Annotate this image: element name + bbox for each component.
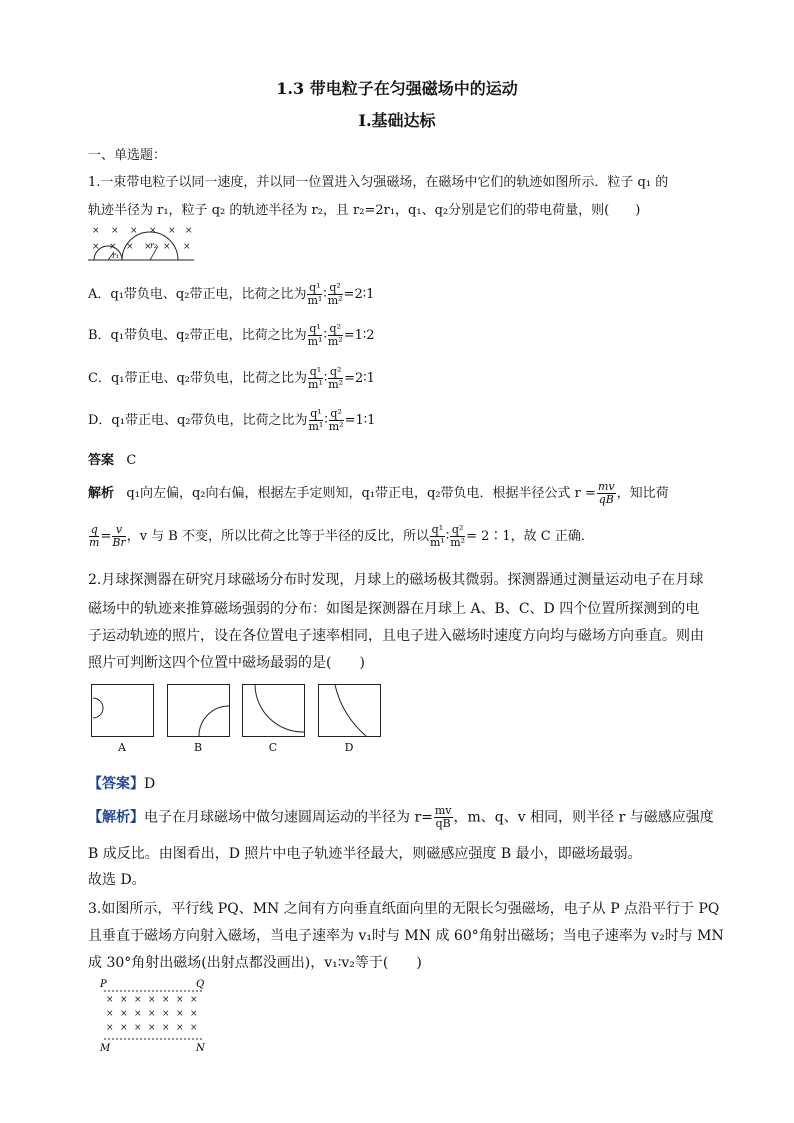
svg-text:×: ×	[162, 1009, 170, 1019]
q3-figure	[98, 978, 212, 1054]
q1-answer: 答案 C	[88, 453, 137, 468]
svg-text:×: ×	[109, 242, 117, 252]
q1-stem-line2: 轨迹半径为 r₁，粒子 q₂ 的轨迹半径为 r₂，且 r₂=2r₁，q₁、q₂分别是它们的带电荷量，则( )	[88, 203, 641, 218]
q3-label-m: M	[100, 1043, 111, 1054]
svg-text:×: ×	[176, 1023, 184, 1033]
svg-text:×: ×	[134, 1023, 142, 1033]
svg-text:×: ×	[190, 1023, 198, 1033]
q2-photo-a	[92, 685, 154, 737]
q2-figure	[91, 684, 383, 756]
q2-photo-b	[168, 685, 230, 737]
q3-stem-line2: 且垂直于磁场方向射入磁场，当电子速率为 v₁时与 MN 成 60°角射出磁场；当电子速率为 v₂时与 MN	[88, 928, 724, 944]
svg-text:×: ×	[120, 1009, 128, 1019]
svg-text:×: ×	[148, 1023, 156, 1033]
q1-figure	[88, 222, 198, 264]
q2-label-b: B	[193, 741, 203, 754]
q2-analysis-line1: 【解析】电子在月球磁场中做匀速圆周运动的半径为 r= $\frac{mv}{qB}$ ，m、q、v 相同，则半径 r 与磁感应强度	[88, 804, 714, 830]
q1-analysis-line1: 解析 q₁向左偏，q₂向右偏，根据左手定则知，q₁带正电，q₂带负电．根据半径公式 r = $\frac{mv}{qB}$ ，知比荷	[88, 480, 669, 506]
q3-label-p: P	[100, 979, 107, 990]
q1-fig-r2: r₂	[150, 241, 158, 250]
q1-stem-line1: 1.一束带电粒子以同一速度，并以同一位置进入匀强磁场，在磁场中它们的轨迹如图所示．粒子 q₁ 的	[88, 175, 669, 190]
q1-option-a[interactable]: A．q₁带负电、q₂带正电，比荷之比为 $\frac{\text{q¹}}{\text{m¹}}$ ∶ $\frac{\text{q²}}{\text{m²}}$ =2∶1	[88, 281, 375, 307]
svg-text:×: ×	[176, 995, 184, 1005]
svg-text:×: ×	[163, 242, 171, 252]
q2-track-b	[199, 706, 229, 736]
svg-text:×: ×	[111, 226, 119, 236]
svg-text:×: ×	[183, 242, 191, 252]
q2-label-d: D	[344, 741, 354, 754]
q2-analysis-line2: B 成反比。由图看出，D 照片中电子轨迹半径最大，则磁感应强度 B 最小，即磁场最弱。	[88, 846, 642, 862]
svg-text:×: ×	[176, 1009, 184, 1019]
svg-text:×: ×	[134, 1009, 142, 1019]
svg-text:×: ×	[144, 242, 152, 252]
svg-text:×: ×	[134, 995, 142, 1005]
svg-text:×: ×	[190, 995, 198, 1005]
page-title: 1.3 带电粒子在匀强磁场中的运动	[276, 79, 518, 98]
svg-text:×: ×	[149, 226, 157, 236]
q3-stem-line3: 成 30°角射出磁场(出射点都没画出)，v₁∶v₂等于( )	[88, 955, 422, 971]
svg-text:×: ×	[190, 1009, 198, 1019]
svg-text:×: ×	[106, 1023, 114, 1033]
q2-stem-line2: 磁场中的轨迹来推算磁场强弱的分布：如图是探测器在月球上 A、B、C、D 四个位置所探测到的电	[88, 601, 700, 617]
svg-text:×: ×	[168, 226, 176, 236]
q1-fig-r1: r₁	[112, 251, 120, 260]
svg-text:×: ×	[92, 226, 100, 236]
svg-text:×: ×	[106, 1009, 114, 1019]
q1-option-c[interactable]: C．q₁带正电、q₂带负电，比荷之比为 $\frac{\text{q¹}}{\text{m¹}}$ ∶ $\frac{\text{q²}}{\text{m²}}$ =2∶1	[88, 365, 375, 391]
section-heading: 一、单选题：	[88, 148, 167, 163]
q2-photo-c	[243, 685, 305, 737]
svg-text:×: ×	[120, 1023, 128, 1033]
q3-label-n: N	[196, 1043, 205, 1054]
svg-text:×: ×	[92, 242, 100, 252]
svg-text:×: ×	[148, 995, 156, 1005]
q2-analysis-line3: 故选 D。	[88, 872, 146, 888]
page-subtitle: Ⅰ.基础达标	[358, 111, 436, 130]
q1-option-b[interactable]: B．q₁带负电、q₂带正电，比荷之比为 $\frac{\text{q¹}}{\text{m¹}}$ ∶ $\frac{\text{q²}}{\text{m²}}$ =1∶2	[88, 322, 375, 348]
svg-text:×: ×	[130, 226, 138, 236]
q2-label-a: A	[118, 741, 126, 754]
q3-label-q: Q	[196, 979, 205, 990]
svg-text:×: ×	[126, 242, 134, 252]
svg-text:×: ×	[148, 1009, 156, 1019]
q2-stem-line1: 2.月球探测器在研究月球磁场分布时发现，月球上的磁场极其微弱。探测器通过测量运动电子在月球	[88, 572, 704, 588]
q2-track-c	[255, 685, 304, 732]
svg-text:×: ×	[120, 995, 128, 1005]
q2-label-c: C	[268, 741, 278, 754]
q2-stem-line3: 子运动轨迹的照片，设在各位置电子速率相同，且电子进入磁场时速度方向均与磁场方向垂直。则由	[88, 628, 704, 644]
svg-text:×: ×	[185, 226, 193, 236]
q2-answer: 【答案】D	[88, 776, 156, 792]
q1-analysis-line2: $\frac{q}{m}$ = $\frac{v}{Br}$ ，v 与 B 不变，所以比荷之比等于半径的反比，所以 $\frac{\text{q¹}}{\text{m¹}}$ ∶ $\frac{\text{q²}}{\text{m²}}$ = 2∶1，故 C 正确．	[89, 523, 594, 549]
q2-track-d	[335, 685, 366, 736]
svg-text:×: ×	[162, 995, 170, 1005]
svg-text:×: ×	[106, 995, 114, 1005]
q2-photo-d	[319, 685, 381, 737]
svg-text:×: ×	[162, 1023, 170, 1033]
q2-track-a	[93, 698, 103, 718]
q3-stem-line1: 3.如图所示，平行线 PQ、MN 之间有方向垂直纸面向里的无限长匀强磁场，电子从 P 点沿平行于 PQ	[88, 901, 720, 917]
q2-stem-line4: 照片可判断这四个位置中磁场最弱的是( )	[88, 655, 365, 671]
q1-option-d[interactable]: D．q₁带正电、q₂带负电，比荷之比为 $\frac{\text{q¹}}{\text{m¹}}$ ∶ $\frac{\text{q²}}{\text{m²}}$ =1∶1	[88, 407, 376, 433]
